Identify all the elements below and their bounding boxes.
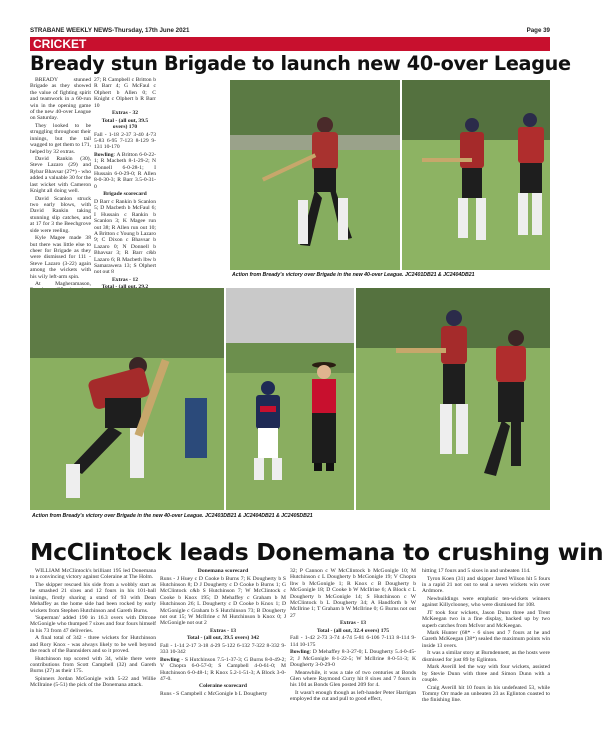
article-paragraph: They looked to be struggling throughout their innings, but the tail wagged to get them to 171, helped by 32 extras. bbox=[30, 122, 91, 155]
scorecard-extras: Extras - 13 bbox=[339, 620, 367, 627]
scorecard-text: D Barr c Rankin b Scanlon 5; D Macbeth b McFaul 6; I Hussain c Rankin b Scanlon 3; K Magee run out 38; R Allen run out 10; A Britton c Young b Lazaro 9; C Dixon c Bhavsar b Lazaro 0; N Donnell b Bhavsar 3; R Barr c&b Lazaro 6; R Macbeth lbw b Samarawera 13; S Olphert not out 8 bbox=[94, 198, 156, 276]
article-paragraph: WILLIAM McClintock's brilliant 195 led Donemana to a convincing victory against Coleraine at The Holm. bbox=[30, 568, 156, 581]
bowling-figures: : D Mehaffey 8-3-27-0; L Dougherty 5.4-0-45-2; J McGonigle 8-1-22-5; W McIlrine 8-0-51-3; K Dougherty 3-0-29-0 bbox=[290, 649, 416, 669]
article-paragraph: A final total of 342 - three wickets for Hutchinson and Rory Knox - was always likely to be well beyond the reach of the Bannsiders and so it proved. bbox=[30, 635, 156, 655]
scorecard-subhead: Brigade scorecard bbox=[103, 191, 147, 198]
story1-headline: Bready stun Brigade to launch new 40-over League bbox=[30, 52, 571, 75]
article-paragraph: David Scanlon struck two early blows, with David Rankin taking stunning slip catches, and at 17 for 3 the Beechgrove side were reeling. bbox=[30, 195, 91, 234]
scorecard-extras: Extras - 13 bbox=[209, 627, 237, 634]
photo-two-batsmen bbox=[402, 80, 550, 270]
story2-column-4 bbox=[422, 568, 550, 734]
scorecard-extras: Extras - 12 bbox=[111, 276, 139, 283]
masthead bbox=[30, 27, 550, 35]
bowling-label: Bowling bbox=[94, 151, 114, 158]
story1-column-2 bbox=[94, 77, 156, 282]
scorecard-text: Runs - J Huey c D Cooke b Burns 7; K Dougherty b S Hutchinson 8; D J Dougherty c D Cooke b Burns 1; G McClintock c&b S Hutchinson 7; W McClintock c Cooke b Knox 195; D Mehaffey c Graham b M Hutchinson 26; L Dougherty c D Cooke b Knox 1; D McGonigle c Graham b S Hutchinson 73; B Dougherty not out 15; W McIlrine c M Hutchinson b Knox 0; J McGonigle not out 2 bbox=[160, 575, 286, 627]
scorecard-fall: Fall - 1-42 2-73 3-74 4-74 5-81 6-106 7-113 8-114 9-114 10-175 bbox=[290, 635, 416, 648]
photo-umpire-and-batsman bbox=[226, 288, 354, 510]
section-banner bbox=[30, 37, 550, 51]
scorecard-text: 32; P Cannon c W McClintock b McGonigle 10; M Hutchinson c L Dougherty b McGonigle 19; V Chopra lbw b McGonigle 1; R Knox c B Dougherty b McGonigle 18; D Cooke b W McIlrine 6; A Block c L Dougherty b McGonigle 14; S Hutchinson c W McClintock b L Dougherty 34; A Handforth b W McIlrine 1; T Graham b W McIlrine 0; G Burns not out 27 bbox=[290, 568, 416, 619]
story2-column-1 bbox=[30, 568, 156, 734]
article-paragraph: It was a similar story at Burndennett, as the hosts were dismissed for just 89 by Eglinton. bbox=[422, 650, 550, 663]
scorecard-subhead: Donemana scorecard bbox=[197, 568, 249, 574]
scorecard-fall: Fall - 1-14 2-17 3-18 4-29 5-122 6-132 7-322 8-332 9-333 10-342 bbox=[160, 642, 286, 656]
page-number: Page 39 bbox=[526, 27, 550, 34]
article-paragraph: Spinners Jordan McGonigle with 5-22 and Willie McIlraine (5-51) the pick of the Donemana attack. bbox=[30, 675, 156, 689]
publication-line: STRABANE WEEKLY NEWS-Thursday, 17th June 2021 bbox=[30, 27, 190, 34]
bowling-figures: - S Hutchinson 7.5-1-37-3; G Burns 8-0-49-2; V Chopra 6-0-57-0; S Campbell 4-0-61-0; M Hutchinson 6-0-48-1; R Knox 5.2-1-51-3; A Block 3-0-47-0. bbox=[160, 656, 286, 682]
scorecard-extras: Extras - 32 bbox=[111, 110, 139, 117]
bowling-figures: : A Britton 6-0-22-1; R Macbeth 8-1-29-2; N Donnell 6-0-28-1; I Hussain 6-0-29-0; R Allen 8-0-30-3; R Barr 3.5-0-31-0 bbox=[94, 151, 156, 190]
story1-column-1 bbox=[30, 77, 91, 288]
article-paragraph: Kyle Magee made 38 but there was little else to cheer for Brigade as they were dismissed for 111 - Steve Lazaro (3-22) again among the wickets with his wily left-arm spin. bbox=[30, 235, 91, 280]
photo-illustration bbox=[356, 288, 550, 510]
photo-illustration bbox=[226, 288, 354, 510]
article-paragraph: David Rankin (30), Steve Lazaro (29) and Rybar Bhavsar (27*) - who added a valuable 30 for the last wicket with Cameron Knight all doing well. bbox=[30, 156, 91, 195]
photo-illustration bbox=[402, 80, 550, 270]
story2-column-2 bbox=[160, 568, 286, 734]
section-label: CRICKET bbox=[33, 37, 87, 51]
article-paragraph: 'Superman' added 190 in 16.3 overs with Ditrone McGonigle who thumped 7 sixes and four fours himself in his 73 from 47 deliveries. bbox=[30, 615, 156, 634]
bowling-label: Bowling bbox=[160, 656, 180, 663]
photo-caption-middle: Action from Bready's victory over Brigade in the new 40-over League. JC2403DB21 & JC2404DB21 & JC2405DB21 bbox=[32, 513, 313, 519]
article-paragraph: BREADY stunned Brigade as they showed the value of fighting spirit and teamwork in a 60-run win in the opening game of the new 40-over League on Saturday. bbox=[30, 77, 91, 122]
article-paragraph: Meanwhile, it was a tale of two centuries at Bonds Glen where Raymond Curry hit 8 sixes and 7 fours in his 104 as Bonds Glen posted 209 for 4. bbox=[290, 669, 416, 689]
article-paragraph: Mark Hunter (68* - 6 sixes and 7 fours at he and Gareth McKeegan (38*) sealed the maximum points win inside 13 overs. bbox=[422, 630, 550, 649]
photo-caption-top: Action from Bready's victory over Brigade in the new 40-over League. JC2401DB21 & JC2404DB21 bbox=[232, 272, 475, 278]
photo-illustration bbox=[230, 80, 400, 270]
photo-batsman-running bbox=[230, 80, 400, 270]
article-paragraph: Tyron Koen (31) and skipper Jared Wilson hit 5 fours in a rapid 21 not out to seal a seven wickets win over Ardmore. bbox=[422, 575, 550, 595]
story2-column-3 bbox=[290, 568, 416, 734]
scorecard-subhead: Coleraine scorecard bbox=[199, 683, 247, 690]
photo-illustration bbox=[30, 288, 224, 510]
scorecard-total: Total - (all out, 39.5 overs) 342 bbox=[186, 635, 260, 642]
article-paragraph: The skipper rescued his side from a wobbly start as he smashed 21 sixes and 12 fours in his 101-ball innings, firstly sharing a stand of 93 with Dean Mehaffey as the home side had been rocked by early wickets from Stephen Hutchinson and Gareth Burns. bbox=[30, 581, 156, 614]
scorecard-text: 27; R Campbell c Britton b R Barr 4; G McFaul c Olphert b Allen 0; C Knight c Olphert b R Barr 10 bbox=[94, 77, 156, 109]
photo-batsman-follow-through bbox=[30, 288, 224, 510]
scorecard-total: Total - (all out, 32.4 overs) 175 bbox=[316, 627, 390, 634]
article-paragraph: Newbuildings were emphatic ten-wickets winners against Killyclooney, who were dismissed for 108. bbox=[422, 595, 550, 609]
article-paragraph: It wasn't enough though as left-hander Peter Harrigan employed the cut and pull to good effect, bbox=[290, 689, 416, 703]
article-paragraph: Hutchinson top scored with 34, while there were contributions from Scott Campbell (32) and Gareth Burns (27) as their 175. bbox=[30, 655, 156, 675]
article-paragraph: hitting 17 fours and 5 sixes in and unbeaten 114. bbox=[422, 568, 531, 574]
scorecard-total: Total - (all out, 39.5 overs) 170 bbox=[101, 117, 149, 131]
article-paragraph: Mark Averill led the way with four wickets, assisted by Stevie Dunn with three and Simon Dunn with a couple. bbox=[422, 664, 550, 684]
article-paragraph: JT took four wickets, Jason Dunn three and Trent McKeegan two in a fine display, backed up by two superb catches from McIvor and McKeegan. bbox=[422, 609, 550, 629]
article-paragraph: Craig Averill hit 10 fours in his undefeated 53, while Tommy Orr made an unbeaten 23 as Eglinton coasted to the finishing line. bbox=[422, 684, 550, 704]
article-paragraph: At Magheramason, bbox=[35, 281, 91, 288]
scorecard-fall: Fall - 1-18 2-37 3-40 4-73 5-83 6-95 7-123 8-129 9-131 10-170 bbox=[94, 131, 156, 151]
scorecard-text: Runs - S Campbell c McGonigle b L Dougherty bbox=[160, 690, 268, 697]
bowling-label: Bowling bbox=[290, 649, 310, 656]
story2-headline: McClintock leads Donemana to crushing win bbox=[30, 538, 603, 566]
photo-batsman-and-fielder bbox=[356, 288, 550, 510]
